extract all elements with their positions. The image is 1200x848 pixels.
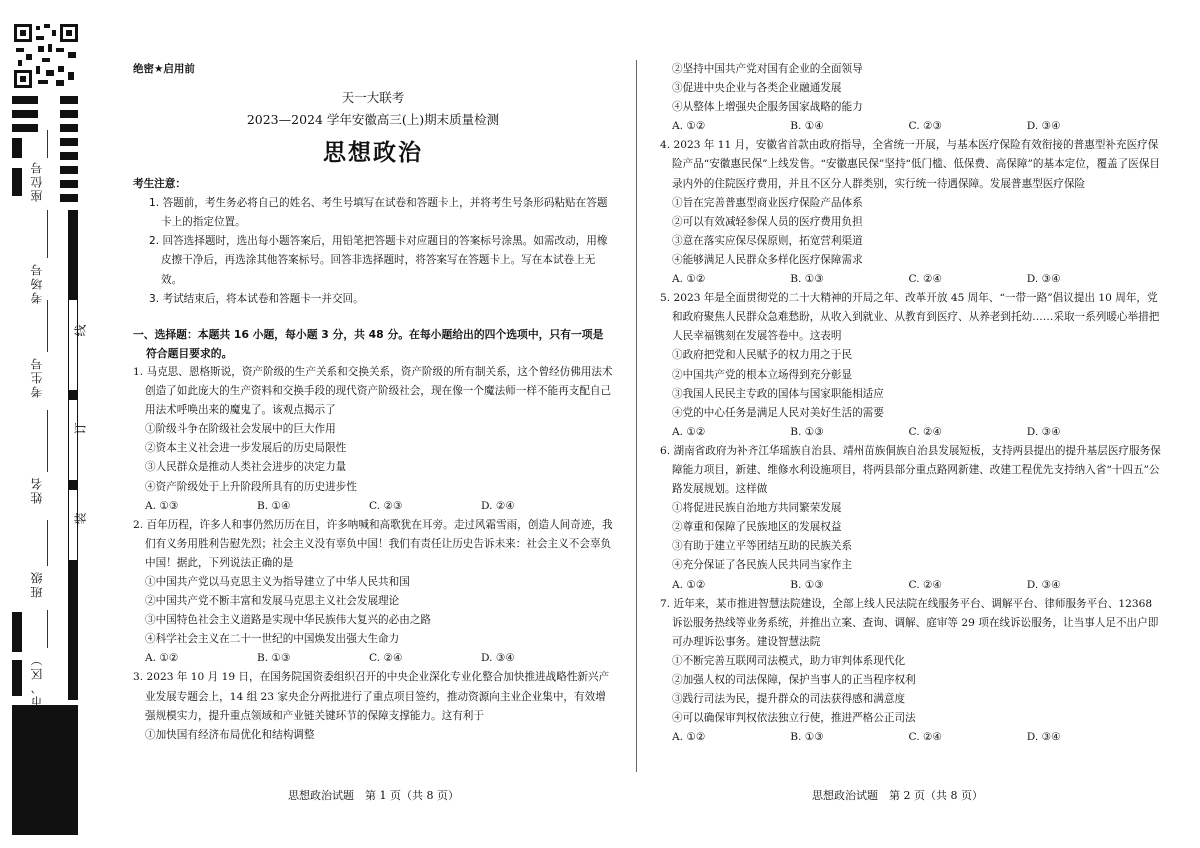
qr-code xyxy=(12,22,80,90)
class-label: 班级 xyxy=(30,570,44,598)
answer-options xyxy=(133,649,613,668)
option-c: C. ②④ xyxy=(908,578,942,591)
section-heading: 一、选择题：本题共 16 小题，每小题 3 分，共 48 分。在每小题给出的四个选项中，只有一项是符合题目要求的。 xyxy=(133,327,604,360)
question-5 xyxy=(660,289,1165,442)
seal-char-bind: 订 xyxy=(73,422,88,435)
option-d: D. ②④ xyxy=(481,499,515,512)
option-a: A. ①② xyxy=(672,425,706,438)
answer-options xyxy=(660,728,1165,747)
statement-item: ④充分保证了各民族人民共同当家作主 xyxy=(672,559,853,572)
option-c: C. ②④ xyxy=(908,273,942,286)
option-b: B. ①③ xyxy=(790,578,824,591)
statement-item: ①阶级斗争在阶级社会发展中的巨大作用 xyxy=(145,423,336,436)
statement-item: ③促进中央企业与各类企业融通发展 xyxy=(672,82,842,95)
statement-item: ③意在落实应保尽保原则，拓宽营利渠道 xyxy=(672,234,863,247)
statement-item: ①加快国有经济布局优化和结构调整 xyxy=(145,728,315,741)
statement-item: ③人民群众是推动人类社会进步的决定力量 xyxy=(145,461,347,474)
statement-item: ④科学社会主义在二十一世纪的中国焕发出强大生命力 xyxy=(145,633,400,646)
student-number-label: 考生号 xyxy=(30,356,44,398)
county-label: 县（市、区） xyxy=(30,652,44,736)
statement-item: ②可以有效减轻参保人员的医疗费用负担 xyxy=(672,215,863,228)
option-c: C. ②④ xyxy=(908,425,942,438)
note-item: 3. 考试结束后，将本试卷和答题卡一并交回。 xyxy=(149,292,364,305)
statement-item: ②坚持中国共产党对国有企业的全面领导 xyxy=(672,63,863,75)
option-d: D. ③④ xyxy=(1026,578,1061,591)
column-divider xyxy=(636,60,637,772)
option-b: B. ①④ xyxy=(790,120,824,133)
option-c: C. ②③ xyxy=(369,499,403,512)
seal-char-line: 线 xyxy=(73,324,88,337)
note-item: 1. 答题前，考生务必将自己的姓名、考生号填写在试卷和答题卡上，并将考生号条形码粘贴在答题卡上的指定位置。 xyxy=(149,197,608,229)
name-label: 姓名 xyxy=(30,476,44,504)
confidential-mark: 绝密★启用前 xyxy=(133,63,195,75)
option-c: C. ②④ xyxy=(908,731,942,744)
question-7 xyxy=(660,595,1165,748)
statement-item: ①中国共产党以马克思主义为指导建立了中华人民共和国 xyxy=(145,575,410,588)
question-1 xyxy=(133,363,613,516)
question-2 xyxy=(133,516,613,669)
answer-options xyxy=(660,423,1165,442)
option-b: B. ①③ xyxy=(257,652,291,665)
answer-options xyxy=(133,497,613,516)
option-a: A. ①② xyxy=(672,273,706,286)
question-stem: 3. 2023 年 10 月 19 日，在国务院国资委组织召开的中央企业深化专业化整合加快推进战略性新兴产业发展专题会上，14 组 23 家央企分两批进行了重点项目签约，推动资源向主业企业集中，有效增强规模实力，提升重点领域和产业链关键环节的保障支撑能力。这有利于 xyxy=(133,671,610,722)
answer-options xyxy=(660,270,1165,289)
statement-item: ①不断完善互联网司法模式，助力审判体系现代化 xyxy=(672,654,906,667)
option-d: D. ③④ xyxy=(1026,425,1061,438)
statement-item: ③我国人民民主专政的国体与国家职能相适应 xyxy=(672,387,884,400)
question-stem: 2. 百年历程，许多人和事仍然历历在目，许多呐喊和高歌犹在耳旁。走过风霜雪雨，创造人间奇迹，我们有义务用胜利告慰先烈；社会主义没有辜负中国！我们有责任让历史告诉未来：社会主义不会辜负中国！据此，下列说法正确的是 xyxy=(133,518,613,569)
binding-strip xyxy=(0,0,100,848)
statement-item: ①将促进民族自治地方共同繁荣发展 xyxy=(672,502,842,515)
option-c: C. ②③ xyxy=(908,120,942,133)
option-b: B. ①③ xyxy=(790,731,824,744)
question-3-continued xyxy=(660,60,1165,136)
qr-code-graphic xyxy=(12,22,80,90)
option-b: B. ①④ xyxy=(257,499,291,512)
statement-item: ②加强人权的司法保障，保护当事人的正当程序权利 xyxy=(672,674,916,686)
note-item: 2. 回答选择题时，选出每小题答案后，用铅笔把答题卡对应题目的答案标号涂黑。如需改动，用橡皮擦干净后，再选涂其他答案标号。回答非选择题时，将答案写在答题卡上。写在本试卷上无效。 xyxy=(149,235,608,286)
question-stem: 1. 马克思、恩格斯说，资产阶级的生产关系和交换关系，资产阶级的所有制关系，这个曾经仿佛用法术创造了如此庞大的生产资料和交换手段的现代资产阶级社会，现在像一个魔法师一样不能再支配自己用法术呼唤出来的魔鬼了。该观点揭示了 xyxy=(133,365,613,417)
question-stem: 7. 近年来，某市推进智慧法院建设，全部上线人民法院在线服务平台、调解平台、律师服务平台、12368 诉讼服务热线等业务系统，并推出立案、查询、调解、庭审等 29 项在线诉讼服务，让当事人足不出户即可办理诉讼事务。建设智慧法院 xyxy=(660,597,1159,648)
subject-title: 思想政治 xyxy=(323,140,423,167)
question-6 xyxy=(660,442,1165,595)
seal-char-mount: 装 xyxy=(73,512,88,525)
statement-item: ④能够满足人民群众多样化医疗保障需求 xyxy=(672,253,863,266)
exam-room-label: 考场号 xyxy=(30,262,44,304)
exam-notes xyxy=(133,175,613,309)
answer-options xyxy=(660,576,1165,595)
statement-item: ④从整体上增强央企服务国家战略的能力 xyxy=(672,101,863,114)
option-d: D. ③④ xyxy=(481,652,515,665)
option-d: D. ③④ xyxy=(1026,731,1061,744)
statement-item: ②资本主义社会进一步发展后的历史局限性 xyxy=(145,442,347,455)
option-a: A. ①③ xyxy=(145,499,179,512)
statement-item: ①政府把党和人民赋予的权力用之于民 xyxy=(672,349,853,362)
binding-block xyxy=(12,705,78,835)
option-b: B. ①③ xyxy=(790,273,824,286)
question-stem: 4. 2023 年 11 月，安徽省首款由政府指导，全省统一开展，与基本医疗保险有效衔接的普惠型补充医疗保险产品“安徽惠民保”上线发售。“安徽惠民保”坚持“低门槛、低保费、高保障”的基本定位，覆盖了医保目录内外的住院医疗费用，并且不区分人群类别，实行统一待遇保障。发展普惠型医疗保险 xyxy=(660,139,1161,190)
statement-item: ④资产阶级处于上升阶段所具有的历史进步性 xyxy=(145,480,357,493)
option-a: A. ①② xyxy=(145,652,179,665)
left-column xyxy=(133,60,613,745)
option-c: C. ②④ xyxy=(369,652,403,665)
page-footer-2: 思想政治试题 第 2 页（共 8 页） xyxy=(812,789,983,802)
question-stem: 5. 2023 年是全面贯彻党的二十大精神的开局之年、改革开放 45 周年、“一带一路”倡议提出 10 周年，党和政府聚焦人民群众急难愁盼，从收入到就业、从教育到医疗、从养老到托幼……采取一系列暖心举措把人民幸福镌刻在发展答卷中。这表明 xyxy=(660,292,1160,343)
seat-number-label: 座位号 xyxy=(30,160,44,202)
answer-options xyxy=(660,117,1165,136)
question-3 xyxy=(133,668,613,744)
page-footer-1: 思想政治试题 第 1 页（共 8 页） xyxy=(288,789,459,802)
statement-item: ②中国共产党不断丰富和发展马克思主义社会发展理论 xyxy=(145,595,400,608)
statement-item: ①旨在完善普惠型商业医疗保险产品体系 xyxy=(672,196,863,209)
exam-subtitle: 2023—2024 学年安徽高三(上)期末质量检测 xyxy=(246,112,500,128)
question-stem: 6. 湖南省政府为补齐江华瑶族自治县、靖州苗族侗族自治县发展短板，支持两县提出的提升基层医疗服务保障能力项目，新建、维修水利设施项目，将两县部分重点路网新建、改建工程优先支持纳入省“十四五”公路发展规划。这样做 xyxy=(660,444,1161,496)
statement-item: ②中国共产党的根本立场得到充分彰显 xyxy=(672,368,853,381)
statement-item: ④可以确保审判权依法独立行使，推进严格公正司法 xyxy=(672,712,916,725)
notes-title: 考生注意： xyxy=(133,178,186,191)
exam-name: 天一大联考 xyxy=(341,90,405,106)
option-d: D. ③④ xyxy=(1026,120,1061,133)
right-column xyxy=(660,60,1165,747)
option-d: D. ③④ xyxy=(1026,273,1061,286)
statement-item: ③有助于建立平等团结互助的民族关系 xyxy=(672,540,853,553)
option-a: A. ①② xyxy=(672,731,706,744)
statement-item: ②尊重和保障了民族地区的发展权益 xyxy=(672,521,842,534)
option-b: B. ①③ xyxy=(790,425,824,438)
statement-item: ④党的中心任务是满足人民对美好生活的需要 xyxy=(672,406,884,419)
option-a: A. ①② xyxy=(672,578,706,591)
statement-item: ③中国特色社会主义道路是实现中华民族伟大复兴的必由之路 xyxy=(145,614,432,627)
option-a: A. ①② xyxy=(672,120,706,133)
statement-item: ③践行司法为民，提升群众的司法获得感和满意度 xyxy=(672,693,906,706)
question-4 xyxy=(660,136,1165,289)
